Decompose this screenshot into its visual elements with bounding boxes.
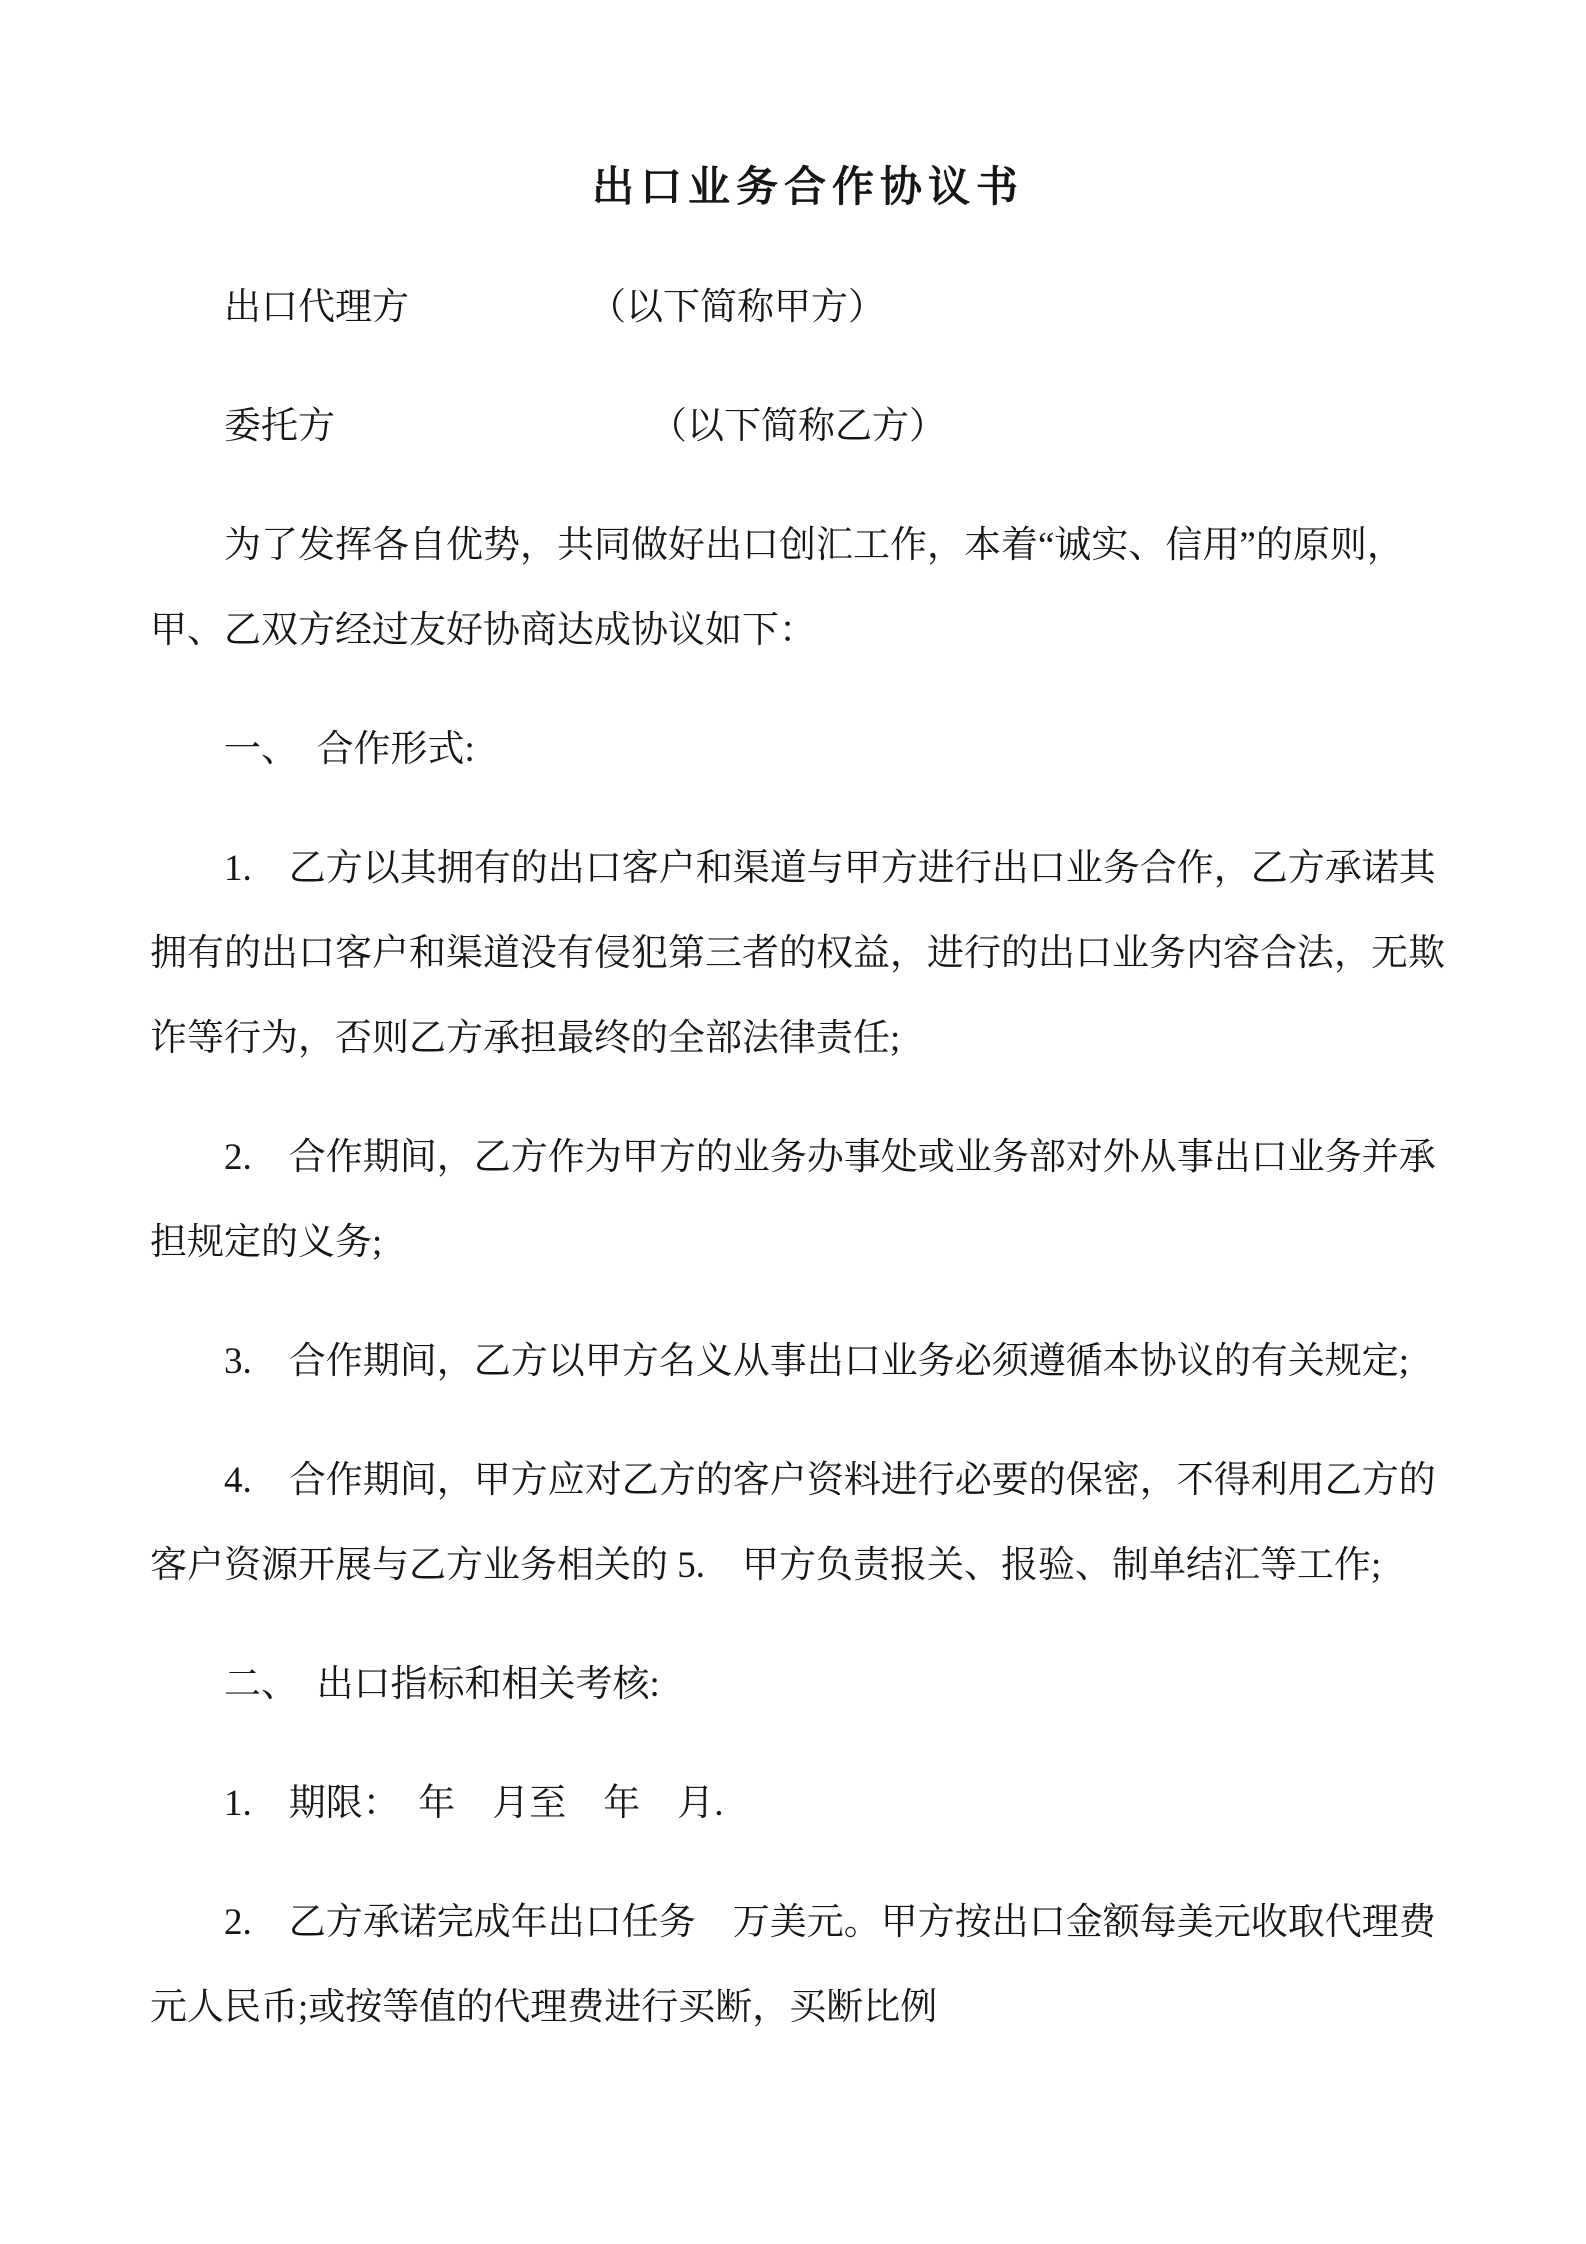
section-1-item-3: 3. 合作期间，乙方以甲方名义从事出口业务必须遵循本协议的有关规定; (224, 1341, 1410, 1382)
document-title: 出口业务合作协议书 (591, 165, 1024, 211)
party-agent-label: 出口代理方 (224, 287, 409, 328)
section-1-item-2: 2. 合作期间，乙方作为甲方的业务办事处或业务部对外从事出口业务并承担规定的义务; (150, 1137, 1436, 1263)
party-agent-indent (150, 287, 224, 328)
blank-fill-space (335, 437, 650, 438)
section-2-item-1: 1. 期限： 年 月至 年 月. (224, 1783, 724, 1824)
blank-fill-space (409, 318, 589, 319)
party-principal-paren: （以下简称乙方） (650, 406, 946, 447)
section-1-item-4: 4. 合作期间，甲方应对乙方的客户资料进行必要的保密，不得利用乙方的客户资源开展与乙方业务相关的 5. 甲方负责报关、报验、制单结汇等工作; (150, 1460, 1436, 1586)
party-line-agent (150, 265, 1466, 350)
party-line-principal (150, 384, 1466, 469)
party-principal-label: 委托方 (224, 406, 335, 447)
section-1-item-1: 1. 乙方以其拥有的出口客户和渠道与甲方进行出口业务合作，乙方承诺其拥有的出口客户和渠道没有侵犯第三者的权益，进行的出口业务内容合法，无欺诈等行为，否则乙方承担最终的全部法律责任; (150, 848, 1445, 1059)
preamble-paragraph: 为了发挥各自优势，共同做好出口创汇工作，本着“诚实、信用”的原则，甲、乙双方经过友好协商达成协议如下： (150, 525, 1404, 651)
section-2-item-2: 2. 乙方承诺完成年出口任务 万美元。甲方按出口金额每美元收取代理费元人民币;或按等值的代理费进行买断，买断比例 (150, 1902, 1436, 2028)
party-agent-paren: （以下简称甲方） (589, 287, 885, 328)
section-1-heading: 一、 合作形式: (224, 729, 475, 770)
party-principal-indent (150, 406, 224, 447)
section-2-heading: 二、 出口指标和相关考核: (224, 1664, 660, 1705)
